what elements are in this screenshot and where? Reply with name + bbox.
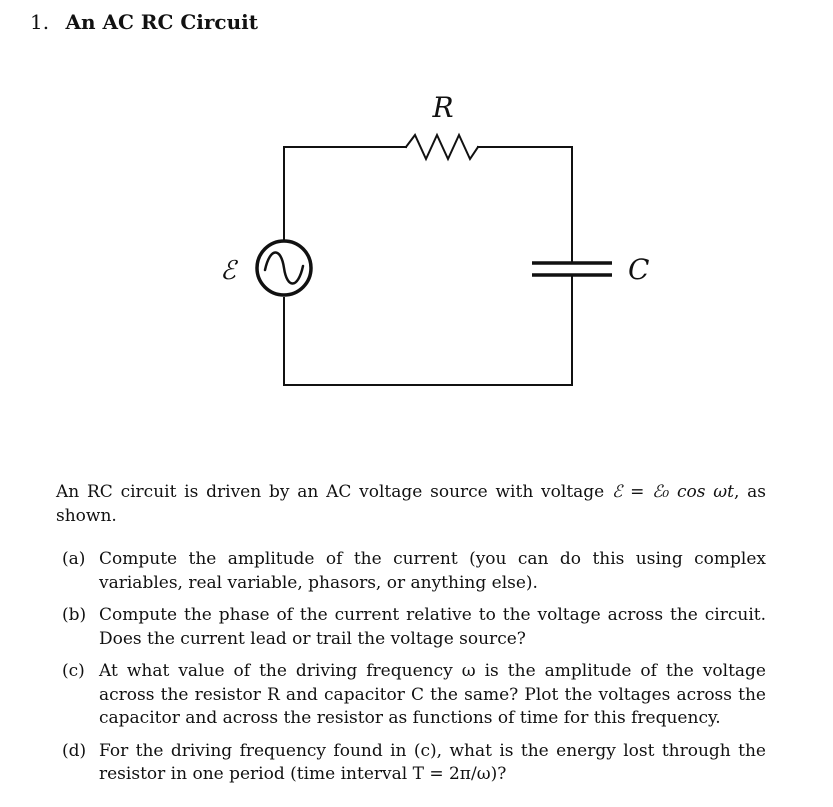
resistor-symbol: [406, 135, 478, 159]
problem-parts: [62, 548, 766, 796]
part-d-text: For the driving frequency found in (c), what is the energy lost through the resistor in one period (time interval T = 2π/ω)?: [99, 740, 766, 784]
intro-equation: ℰ = ℰ₀ cos ωt: [612, 482, 734, 502]
intro-text-after: , as shown.: [56, 482, 766, 526]
part-c-label: (c): [62, 661, 85, 681]
problem-number: 1.: [30, 10, 50, 34]
part-a-label: (a): [62, 549, 86, 569]
part-c: [62, 660, 766, 731]
part-b: [62, 604, 766, 651]
source-label: ℰ: [220, 256, 236, 286]
resistor-label: R: [432, 91, 454, 124]
part-b-text: Compute the phase of the current relative to the voltage across the circuit. Does the current lead or trail the voltage source?: [99, 605, 766, 649]
part-d: [62, 740, 766, 787]
problem-title: An AC RC Circuit: [65, 10, 258, 34]
part-b-label: (b): [62, 605, 87, 625]
capacitor-label: C: [628, 253, 650, 286]
problem-intro: [56, 480, 766, 528]
part-a: [62, 548, 766, 595]
part-d-label: (d): [62, 740, 87, 761]
part-a-text: Compute the amplitude of the current (you can do this using complex variables, real variable, phasors, or anything else).: [99, 549, 766, 593]
intro-text-before: An RC circuit is driven by an AC voltage source with voltage: [56, 482, 605, 502]
part-c-text: At what value of the driving frequency ω is the amplitude of the voltage across the resistor R and capacitor C the same? Plot the voltages across the capacitor and across the resistor as functions of time for this frequency.: [99, 661, 766, 728]
